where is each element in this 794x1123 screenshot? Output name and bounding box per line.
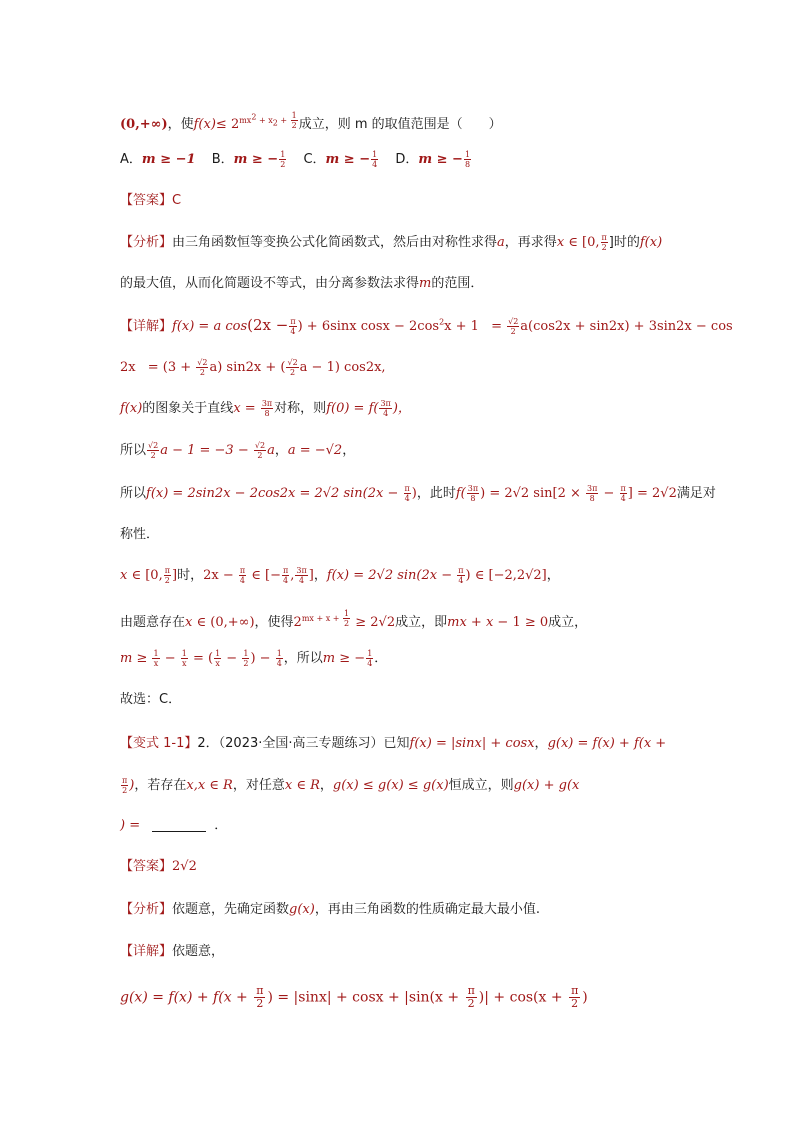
answer-blank[interactable] (152, 819, 206, 832)
variant-line-3: ) = ． (120, 818, 228, 833)
detail-1-line-7: x ∈ [0, $\frac{\pi}{2}$ ]时，2x − $\frac{\pi}{4}$ ∈ [− $\frac{\pi}{4}$ , $\frac{3\pi}{4}$ ]，f(x) = 2√2 sin(2x − $\frac{\pi}{4}$ ) ∈ [−2,2√2]， (120, 566, 560, 585)
detail-1-line-3: f(x)的图象关于直线x = $\frac{3\pi}{8}$ 对称，则f(0) = f( $\frac{3\pi}{4}$ )， (120, 399, 411, 418)
detail-1-line-6: 称性． (120, 527, 160, 542)
answer-1: 【答案】C (120, 193, 182, 208)
detail-1-line-4: 所以 $\frac{√2}{2}$ a − 1 = −3 − $\frac{√2}{2}$ a，a = −√2， (120, 441, 356, 460)
detail-1-conclusion: 故选：C． (120, 692, 182, 707)
detail-1-line-5: 所以f(x) = 2sin2x − 2cos2x = 2√2 sin(2x − $\frac{\pi}{4}$ )，此时f( $\frac{3\pi}{8}$ ) = 2√2 sin[2 × $\frac{3\pi}{8}$ − $\frac{\pi}{4}$ ] = 2√2满足对 (120, 484, 716, 503)
detail-1-line-2: 2x = (3 + $\frac{√2}{2}$ a) sin2x + ( $\frac{√2}{2}$ a − 1) cos2x, (120, 358, 386, 377)
analysis-1-line-1: 【分析】由三角函数恒等变换公式化简函数式，然后由对称性求得a，再求得x ∈ [0, $\frac{\pi}{2}$ ]时的f(x) (120, 233, 663, 252)
variant-line-1: 【变式 1-1】2．（2023·全国·高三专题练习）已知f(x) = |sinx| + cosx，g(x) = f(x) + f(x + (120, 736, 667, 751)
detail-2-line-1: 【详解】依题意， (120, 944, 225, 959)
answer-2: 【答案】2√2 (120, 859, 197, 874)
variant-line-2: $\frac{\pi}{2}$ )，若存在x,x ∈ R，对任意x ∈ R，g(x) ≤ g(x) ≤ g(x)恒成立，则g(x) + g(x (122, 776, 580, 795)
options-line: A．m ≥ −1 B．m ≥ − $\frac{1}{2}$ C．m ≥ − $\frac{1}{4}$ D．m ≥ − $\frac{1}{8}$ (120, 150, 471, 169)
detail-1-line-1: 【详解】f(x) = a cos(2x − $\frac{\pi}{4}$ ) + 6sinx $\cos x - 2\cos^2x + 1$ = $\frac{√2}{2}$ a(cos2x + sin2x) + 3sin2x − cos (120, 316, 733, 336)
problem-line-1: (0,+∞)，使$f(x)\le 2^{mx^2 + x_2 + \frac{1}{2}}$ 成立，则 m 的取值范围是（ ） (120, 111, 502, 132)
analysis-1-line-2: 的最大值，从而化简题设不等式，由分离参数法求得m的范围． (120, 276, 484, 291)
detail-2-line-2: g(x) = f(x) + f(x + $\frac{\pi}{2}$ ) = |sinx| + cosx + |sin(x + $\frac{\pi}{2}$ )| + cos(x + $\frac{\pi}{2}$ ) (120, 984, 588, 1010)
detail-1-line-9: m ≥ $\frac{1}{x}$ − $\frac{1}{x}$ = ( $\frac{1}{x}$ − $\frac{1}{2}$ ) − $\frac{1}{4}$ ，所以m ≥ − $\frac{1}{4}$ ． (120, 649, 388, 668)
detail-1-line-8: 由题意存在x ∈ (0,+∞)，使得$2^{mx + x + \frac{1}{2}}$ ≥ 2√2成立，即mx + x − 1 ≥ 0成立， (120, 609, 588, 630)
analysis-2: 【分析】依题意，先确定函数g(x)，再由三角函数的性质确定最大最小值. (120, 902, 540, 917)
